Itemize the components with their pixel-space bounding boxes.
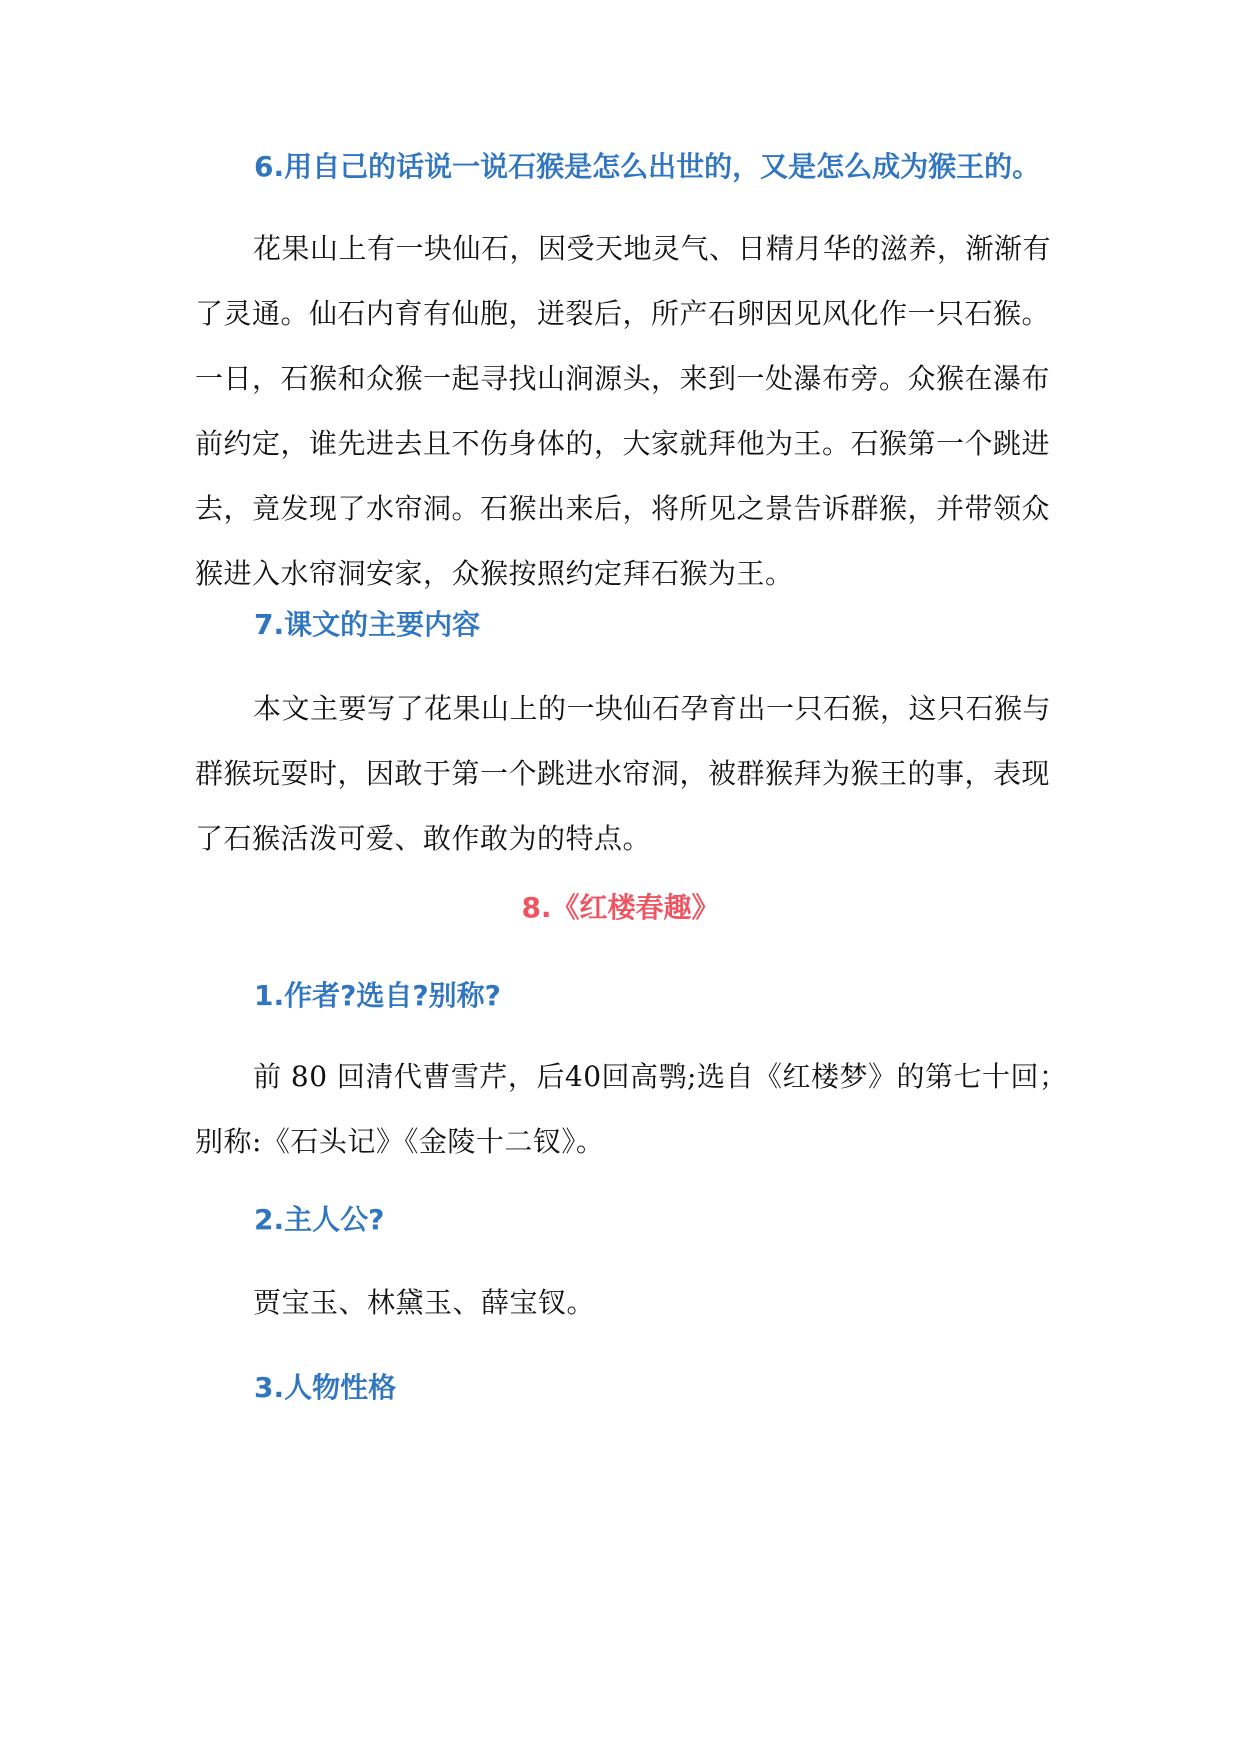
section-8-title: 8.《红楼春趣》 [521,891,720,924]
section-8-question-2-answer-text: 贾宝玉、林黛玉、薛宝钗。 [253,1286,596,1319]
question-6-heading: 6.用自己的话说一说石猴是怎么出世的，又是怎么成为猴王的。 [254,150,1041,183]
section-8-question-2-answer [195,1270,1075,1335]
question-7-answer-text: 本文主要写了花果山上的一块仙石孕育出一只石猴，这只石猴与群猴玩耍时，因敢于第一个跳进水帘洞，被群猴拜为猴王的事，表现了石猴活泼可爱、敢作敢为的特点。 [195,692,1052,855]
section-8-question-1-answer-text: 前 80 回清代曹雪芹，后40回高鹗;选自《红楼梦》的第七十回；别称:《石头记》《金陵十二钗》。 [195,1060,1068,1158]
question-7-answer [195,676,1075,871]
section-8-question-3-heading: 3.人物性格 [254,1371,397,1404]
section-8-question-1-heading: 1.作者?选自?别称? [254,979,501,1012]
question-6-answer-text: 花果山上有一块仙石，因受天地灵气、日精月华的滋养，渐渐有了灵通。仙石内育有仙胞，迸裂后，所产石卵因见风化作一只石猴。一日，石猴和众猴一起寻找山涧源头，来到一处瀑布旁。众猴在瀑布前约定，谁先进去且不伤身体的，大家就拜他为王。石猴第一个跳进去，竟发现了水帘洞。石猴出来后，将所见之景告诉群猴，并带领众猴进入水帘洞安家，众猴按照约定拜石猴为王。 [195,232,1052,590]
question-6-answer [195,216,1075,606]
question-7-heading: 7.课文的主要内容 [254,608,481,641]
section-8-question-2-heading: 2.主人公? [254,1203,385,1236]
section-8-question-1-answer [195,1044,1075,1174]
